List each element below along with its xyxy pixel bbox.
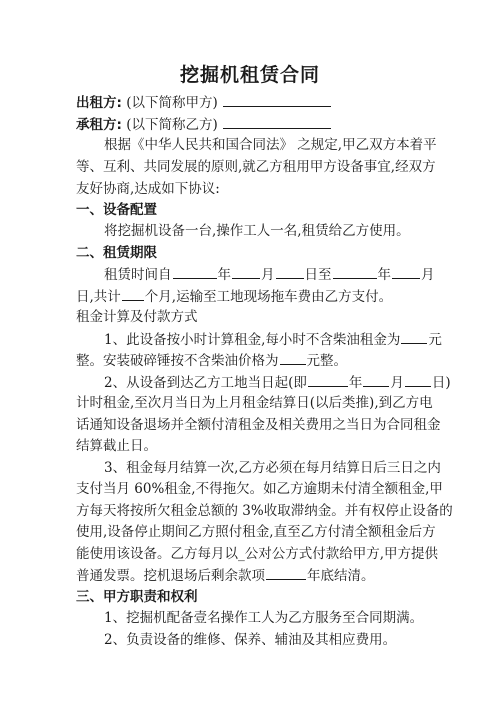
arrival-month-blank [363,372,389,387]
lessee-blank [223,114,331,129]
end-month-blank [392,264,420,279]
lessee-label: 承租方: [76,117,122,133]
end-year-blank [333,264,377,279]
lessor-line [76,92,436,113]
section-3-heading: 三、甲方职责和权利 [76,589,198,605]
month-unit: 月 [390,375,404,391]
rent-item-1-line-1 [104,329,442,350]
rent-item-2-line-2: 计时租金,至次月当日为上月租金结算日(以后类推),到乙方电 [76,395,433,411]
hourly-rent-blank [401,329,427,344]
lessor-label: 出租方: [76,95,122,111]
rent-item-2-line-1 [104,372,451,393]
day-unit: 日) [431,375,451,391]
rent-item-3-line-5: 能使用该设备。乙方每月以_公对公方式付款给甲方,甲方提供 [76,546,439,562]
remaining-payment-blank [266,565,306,580]
lessor-duty-2: 2、负责设备的维修、保养、辅油及其相应费用。 [104,632,397,648]
lessor-note: (以下简称甲方) [126,95,218,111]
arrival-year-blank [308,372,348,387]
month-unit: 月 [261,267,275,283]
lease-period-line-2 [76,286,436,307]
rent-item-2-line-3: 话通知设备退场并全额付清租金及相关费用之当日为合同租金 [76,417,441,433]
section-1-text: 将挖掘机设备一台,操作工人一名,租赁给乙方使用。 [104,223,410,239]
yuan-unit: 元 [428,332,442,348]
lessee-line [76,114,436,135]
rent-item-1-line-2 [76,350,436,371]
contract-title: 挖掘机租赁合同 [179,64,320,86]
breaker-price-text: 整。安装破碎锤按不含柴油价格为 [76,353,279,369]
rent-item-3-line-3: 方每天将按所欠租金总额的 3%收取滞纳金。并有权停止设备的 [76,503,453,519]
start-year-blank [173,264,217,279]
rent-item-2-line-4: 结算截止日。 [76,438,157,454]
lessor-duty-1: 1、挖掘机配备壹名操作工人为乙方服务至合同期满。 [104,610,424,626]
year-unit: 年 [217,267,231,283]
day-to-text: 日至 [304,267,332,283]
months-blank [122,286,144,301]
section-2-heading: 二、租赁期限 [76,245,157,261]
start-day-blank [276,264,304,279]
rent-heading: 租金计算及付款方式 [76,309,198,325]
month-unit: 月 [421,267,435,283]
lease-period-text: 租赁时间自 [104,267,172,283]
remaining-payment-text: 普通发票。挖机退场后剩余款项 [76,568,265,584]
arrival-day-blank [405,372,431,387]
rent-item-3-line-4: 使用,设备停止期间乙方照付租金,直至乙方付清全额租金后方 [76,524,436,540]
intro-line-1: 根据《中华人民共和国合同法》 之规定,甲乙双方本着平 [104,137,437,153]
section-1-heading: 一、设备配置 [76,202,157,218]
rent-item-3-line-2: 支付当月 60%租金,不得拖欠。如乙方逾期未付清全额租金,甲 [76,481,443,497]
lease-total-text: 日,共计 [76,289,121,305]
arrival-date-text: 2、从设备到达乙方工地当日起(即 [104,375,307,391]
hourly-rent-text: 1、此设备按小时计算租金,每小时不含柴油租金为 [104,332,401,348]
year-unit: 年 [377,267,391,283]
year-end-text: 年底结清。 [307,568,375,584]
lessor-blank [223,92,331,107]
rent-item-3-line-6 [76,565,436,586]
intro-line-2: 等、互利、共同发展的原则,就乙方租用甲方设备事宜,经双方 [76,159,436,175]
intro-line-3: 友好协商,达成如下协议: [76,181,220,197]
rent-item-3-line-1: 3、租金每月结算一次,乙方必须在每月结算日后三日之内 [104,460,441,476]
year-unit: 年 [348,375,363,391]
start-month-blank [232,264,260,279]
breaker-price-blank [280,350,306,365]
transport-text: 个月,运输至工地现场拖车费由乙方支付。 [144,289,393,305]
lessee-note: (以下简称乙方) [126,117,218,133]
yuan-whole-unit: 元整。 [306,353,347,369]
lease-period-line-1 [104,264,436,285]
